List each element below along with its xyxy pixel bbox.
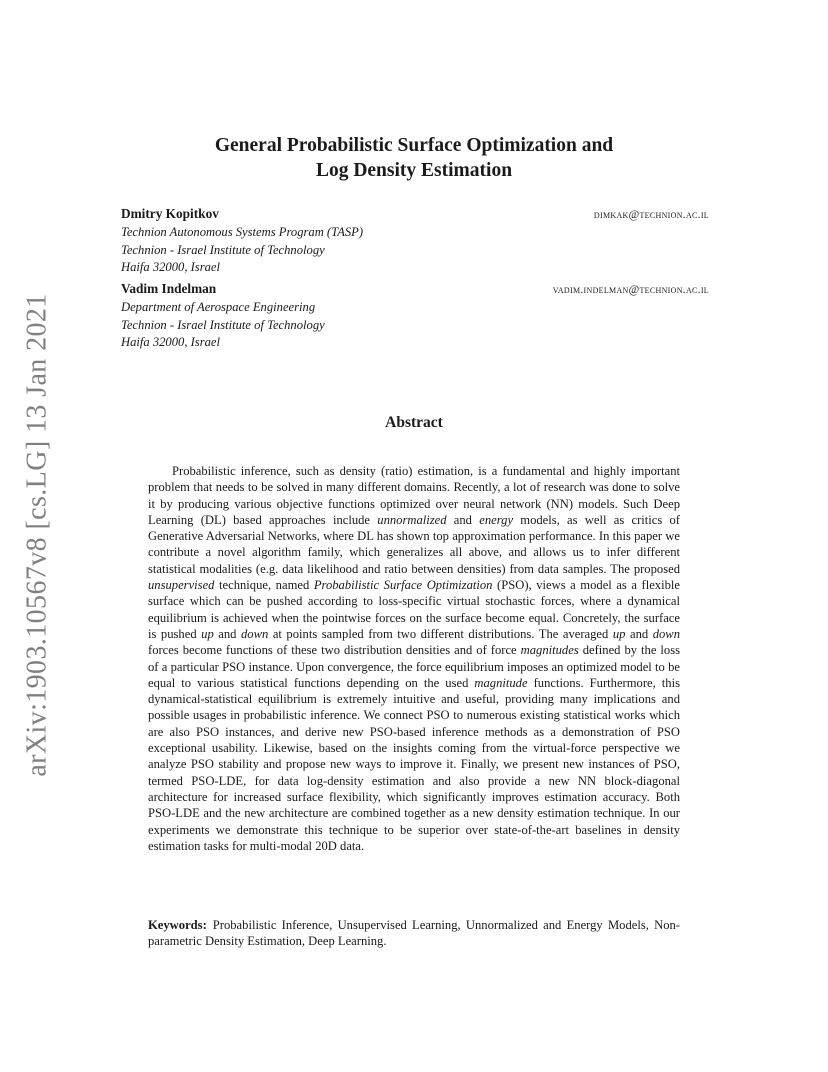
author-email[interactable]: dimkak@technion.ac.il [593, 209, 709, 221]
abstract-text: functions. Furthermore, this dynamical-statistical equilibrium is extremely intuitive and useful, providing many implications and possible usages in probabilistic inference. We connect PSO to numerous existing statistical works which are also PSO instances, and derive new PSO-based inference methods as a demonstration of PSO exceptional usability. Likewise, based on the insights coming from the virtual-force perspective we analyze PSO stability and propose new ways to improve it. Finally, we present new instances of PSO, termed PSO-LDE, for data log-density estimation and also provide a new NN block-diagonal architecture for increased surface flexibility, which significantly improves estimation accuracy. Both PSO-LDE and the new architecture are combined together as a new density estimation technique. In our experiments we demonstrate this technique to be superior over state-of-the-art baselines in density estimation tasks for multi-modal 20D data. [148, 675, 680, 853]
author-block-1 [121, 206, 709, 277]
abstract-text: models, as well as critics of Generative Adversarial Networks, where DL has shown top approximation performance. In this paper we contribute a novel algorithm family, which generalizes all above, and allows us to infer different statistical modalities (e.g. data likelihood and ratio between densities) from data samples. The proposed [148, 512, 680, 576]
abstract-text: technique, named [214, 578, 314, 593]
title-line-1: General Probabilistic Surface Optimization and [214, 135, 614, 156]
author-affiliation-line: Department of Aerospace Engineering [121, 300, 316, 314]
author-affiliation-line: Technion - Israel Institute of Technology [121, 317, 325, 332]
author-name: Vadim Indelman [121, 281, 217, 296]
author-affiliation-line: Haifa 32000, Israel [121, 335, 220, 349]
keywords-section [148, 917, 680, 950]
abstract-text: (PSO), views a model as a flexible surface which can be pushed according to loss-specific virtual stochastic forces, where a dynamical equilibrium is achieved when the pointwise forces on the surface become equal. Concretely, the surface is pushed [148, 578, 680, 641]
abstract-emphasis: energy [479, 512, 514, 527]
abstract-emphasis: up [612, 626, 626, 641]
abstract-emphasis: magnitudes [520, 643, 579, 658]
abstract-emphasis: unsupervised [148, 578, 215, 593]
author-affiliation-line: Haifa 32000, Israel [121, 260, 220, 274]
abstract-emphasis: up [201, 626, 214, 641]
abstract-text: defined by the loss of a particular PSO instance. Upon convergence, the force equilibrium imposes an optimized model to be equal to various statistical functions depending on the used [148, 643, 680, 690]
abstract-emphasis: down [240, 626, 269, 641]
abstract-text: and [446, 512, 480, 527]
author-email[interactable]: vadim.indelman@technion.ac.il [552, 284, 709, 296]
author-affiliation-line: Technion Autonomous Systems Program (TASP) [121, 225, 364, 239]
abstract-emphasis: Probabilistic Surface Optimization [313, 578, 493, 593]
abstract-body [148, 463, 680, 854]
author-affiliation-line: Technion - Israel Institute of Technology [121, 242, 325, 257]
abstract-emphasis: unnormalized [377, 512, 447, 527]
abstract-emphasis: magnitude [474, 675, 528, 690]
title-line-2: Log Density Estimation [315, 160, 513, 181]
abstract-text: at points sampled from two different distributions. The averaged [268, 626, 613, 641]
abstract-heading: Abstract [385, 414, 443, 431]
arxiv-identifier: arXiv:1903.10567v8 [cs.LG] 13 Jan 2021 [22, 293, 54, 777]
paper-title [120, 133, 708, 183]
author-name: Dmitry Kopitkov [121, 206, 219, 221]
abstract-text: and [213, 626, 241, 641]
keywords-label: Keywords: [148, 918, 207, 932]
abstract-text: and [625, 626, 653, 641]
author-block-2 [121, 281, 709, 352]
abstract-text: forces become functions of these two distribution densities and of force [148, 643, 521, 658]
abstract-text: Probabilistic inference, such as density (ratio) estimation, is a fundamental and highly important problem that needs to be solved in many different domains. Recently, a lot of research was done to solve it by producing various objective functions optimized over neural network (NN) models. Such Deep Learning (DL) based approaches include [148, 464, 680, 527]
arxiv-side-stamp [18, 293, 58, 777]
abstract-emphasis: down [652, 626, 680, 641]
keywords-text: Probabilistic Inference, Unsupervised Learning, Unnormalized and Energy Models, Non-parametric Density Estimation, Deep Learning. [148, 918, 680, 949]
